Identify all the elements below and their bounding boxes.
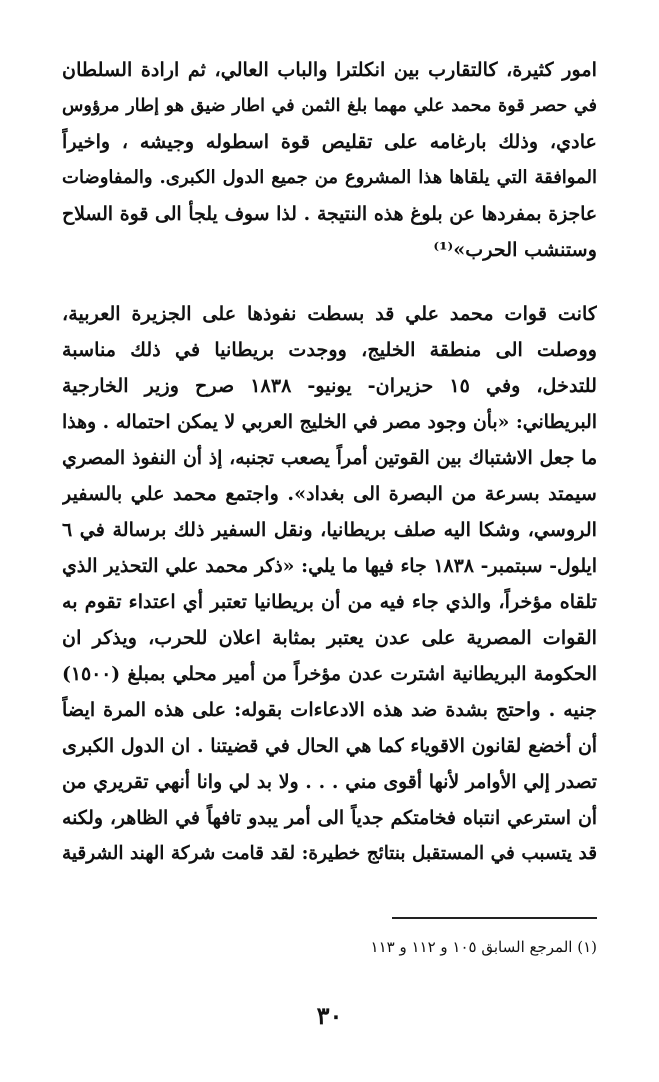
- text-line: الحكومة البريطانية اشترت عدن مؤخراً من أمير محلي بمبلغ (١٥٠٠): [62, 663, 597, 685]
- text-line: عاجزة بمفردها عن بلوغ هذه النتيجة . لذا سوف يلجأ الى قوة السلاح: [62, 203, 597, 225]
- text-line: امور كثيرة، كالتقارب بين انكلترا والباب العالي، ثم ارادة السلطان: [62, 58, 597, 81]
- text-line: جنيه . واحتج بشدة ضد هذه الادعاءات بقوله: على هذه المرة ايضاً: [62, 698, 597, 721]
- text-line: كانت قوات محمد علي قد بسطت نفوذها على الجزيرة العربية،: [62, 302, 597, 325]
- text-line: في حصر قوة محمد علي مهما بلغ الثمن في اطار ضيق هو إطار مرؤوس: [62, 95, 597, 116]
- paragraph-1: [62, 52, 597, 268]
- text-line: ما جعل الاشتباك بين القوتين أمراً يصعب تجنبه، إذ أن النفوذ المصري: [62, 447, 597, 469]
- paragraph-2: [62, 296, 597, 872]
- text-line: قد يتسبب في المستقبل بنتائج خطيرة: لقد قامت شركة الهند الشرقية: [62, 843, 597, 864]
- text-line: الروسي، وشكا اليه صلف بريطانيا، ونقل السفير ذلك برسالة في ٦: [62, 518, 597, 541]
- text-line: تلقاه مؤخراً، والذي جاء فيه من أن بريطانيا تعتبر أي اعتداء تقوم به: [62, 590, 597, 613]
- text-line: القوات المصرية على عدن يعتبر بمثابة اعلان للحرب، ويذكر ان: [62, 626, 597, 649]
- text-line: أن استرعي انتباه فخامتكم جدياً الى أمر يبدو تافهاً في الظاهر، ولكنه: [62, 807, 597, 829]
- footnote-divider: [392, 917, 597, 919]
- text-line: ووصلت الى منطقة الخليج، ووجدت بريطانيا في ذلك مناسبة: [62, 338, 597, 361]
- text-line: ايلول- سبتمبر- ١٨٣٨ جاء فيها ما يلي: «ذكر محمد علي التحذير الذي: [62, 555, 597, 577]
- text-line: الموافقة التي يلقاها هذا المشروع من جميع الدول الكبرى. والمفاوضات: [62, 167, 597, 188]
- text-line: عادي، وذلك بارغامه على تقليص قوة اسطوله وجيشه ، واخيراً: [62, 130, 597, 153]
- footnote: (١) المرجع السابق ١٠٥ و ١١٢ و ١١٣: [370, 938, 597, 956]
- page-number: ٣٠: [316, 1001, 343, 1030]
- text-line: وستنشب الحرب»⁽¹⁾: [433, 238, 597, 261]
- text-line: تصدر إلي الأوامر لأنها أقوى مني . . . ولا بد لي وانا أنهي تقريري من: [62, 771, 597, 793]
- text-line: أن أخضع لقانون الاقوياء كما هي الحال في قضيتنا . ان الدول الكبرى: [62, 735, 597, 757]
- text-line: للتدخل، وفي ١٥ حزيران- يونيو- ١٨٣٨ صرح وزير الخارجية: [62, 374, 597, 397]
- text-line: سيمتد بسرعة من البصرة الى بغداد». واجتمع محمد علي بالسفير: [62, 482, 597, 505]
- text-line: البريطاني: «بأن وجود مصر في الخليج العربي لا يمكن احتماله . وهذا: [62, 411, 597, 433]
